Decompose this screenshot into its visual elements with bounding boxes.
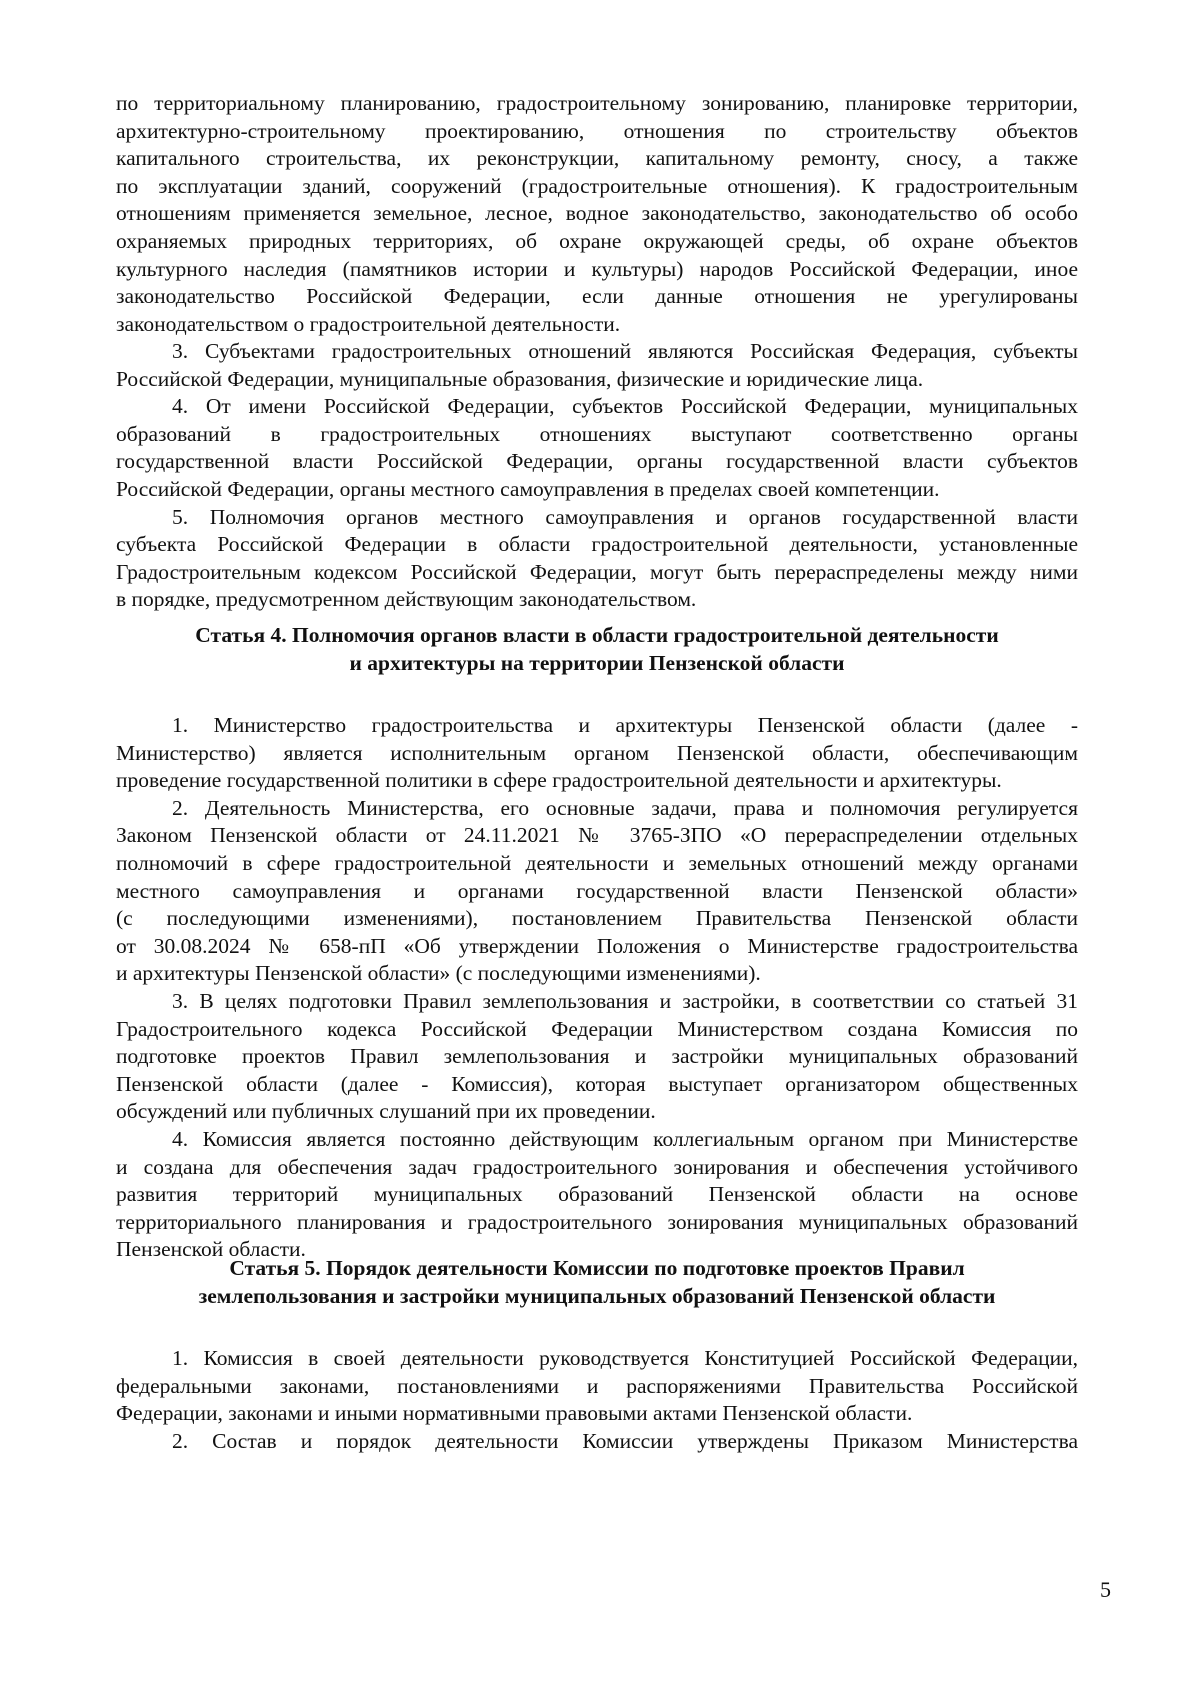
text-line: Министерство) является исполнительным органом Пензенской области, обеспечивающим: [116, 740, 1078, 765]
text-line: законодательством о градостроительной деятельности.: [116, 311, 621, 336]
text-line: по эксплуатации зданий, сооружений (градостроительные отношения). К градостроительным: [116, 173, 1078, 198]
text-line: Пензенской области (далее - Комиссия), которая выступает организатором общественных: [116, 1071, 1078, 1096]
text-line: по территориальному планированию, градостроительному зонированию, планировке территории,: [116, 91, 1078, 115]
text-line: образований в градостроительных отношениях выступают соответственно органы: [116, 421, 1078, 446]
text-line: охраняемых природных территориях, об охране окружающей среды, об охране объектов: [116, 228, 1078, 253]
text-line: и создана для обеспечения задач градостроительного зонирования и обеспечения устойчивого: [116, 1154, 1078, 1179]
text-line: в порядке, предусмотренном действующим законодательством.: [116, 587, 697, 612]
article-4-heading: [116, 622, 1078, 677]
text-line: местного самоуправления и органами государственной власти Пензенской области»: [116, 878, 1078, 903]
text-line: субъекта Российской Федерации в области градостроительной деятельности, установленные: [116, 532, 1078, 557]
paragraph-first-line: 5. Полномочия органов местного самоуправления и органов государственной власти: [172, 504, 1078, 529]
text-line: территориального планирования и градостроительного зонирования муниципальных образований: [116, 1209, 1078, 1234]
article-4-items: [116, 712, 1078, 1264]
page-number: 5: [1100, 1577, 1111, 1602]
article-3-items: [116, 338, 1078, 614]
text-line: Российской Федерации, муниципальные образования, физические и юридические лица.: [116, 366, 924, 391]
text-line: полномочий в сфере градостроительной деятельности и земельных отношений между органами: [116, 850, 1078, 875]
paragraph-first-line: 4. От имени Российской Федерации, субъектов Российской Федерации, муниципальных: [172, 394, 1078, 419]
heading-line: Статья 4. Полномочия органов власти в области градостроительной деятельности: [195, 623, 999, 647]
text-line: Градостроительным кодексом Российской Федерации, могут быть перераспределены между ними: [116, 559, 1078, 584]
text-line: архитектурно-строительному проектированию, отношения по строительству объектов: [116, 118, 1078, 143]
text-line: Российской Федерации, органы местного самоуправления в пределах своей компетенции.: [116, 476, 940, 501]
text-line: Законом Пензенской области от 24.11.2021 № 3765-ЗПО «О перераспределении отдельных: [116, 823, 1078, 848]
paragraph-first-line: 3. В целях подготовки Правил землепользования и застройки, в соответствии со статьей 31: [172, 988, 1078, 1013]
text-line: обсуждений или публичных слушаний при их проведении.: [116, 1099, 656, 1124]
paragraph-first-line: 2. Деятельность Министерства, его основные задачи, права и полномочия регулируется: [172, 795, 1078, 820]
heading-line: Статья 5. Порядок деятельности Комиссии по подготовке проектов Правил: [229, 1256, 965, 1280]
text-line: от 30.08.2024 № 658-пП «Об утверждении Положения о Министерстве градостроительства: [116, 933, 1078, 958]
text-line: культурного наследия (памятников истории и культуры) народов Российской Федерации, иное: [116, 256, 1078, 281]
intro-paragraph: [116, 90, 1078, 338]
text-line: законодательство Российской Федерации, если данные отношения не урегулированы: [116, 284, 1078, 309]
heading-line: и архитектуры на территории Пензенской области: [349, 650, 845, 675]
text-line: Пензенской области.: [116, 1237, 306, 1262]
text-line: подготовке проектов Правил землепользования и застройки муниципальных образований: [116, 1044, 1078, 1069]
text-line: и архитектуры Пензенской области» (с последующими изменениями).: [116, 961, 761, 986]
article-5-items: [116, 1345, 1078, 1455]
paragraph-first-line: 2. Состав и порядок деятельности Комиссии утверждены Приказом Министерства: [172, 1428, 1078, 1453]
text-line: отношениям применяется земельное, лесное, водное законодательство, законодательство об особо: [116, 201, 1078, 226]
text-line: капитального строительства, их реконструкции, капитальному ремонту, сносу, а также: [116, 146, 1078, 171]
text-line: развития территорий муниципальных образований Пензенской области на основе: [116, 1182, 1078, 1207]
text-line: государственной власти Российской Федерации, органы государственной власти субъектов: [116, 449, 1078, 474]
text-line: Федерации, законами и иными нормативными правовыми актами Пензенской области.: [116, 1401, 913, 1426]
paragraph-first-line: 4. Комиссия является постоянно действующим коллегиальным органом при Министерстве: [172, 1126, 1078, 1151]
paragraph-first-line: 1. Министерство градостроительства и архитектуры Пензенской области (далее -: [172, 713, 1078, 737]
heading-line: землепользования и застройки муниципальных образований Пензенской области: [198, 1283, 996, 1308]
text-line: (с последующими изменениями), постановлением Правительства Пензенской области: [116, 906, 1078, 931]
text-line: проведение государственной политики в сфере градостроительной деятельности и архитектуры.: [116, 768, 1002, 793]
article-5-heading: [116, 1255, 1078, 1310]
paragraph-first-line: 3. Субъектами градостроительных отношений являются Российская Федерация, субъекты: [172, 339, 1078, 363]
text-line: федеральными законами, постановлениями и распоряжениями Правительства Российской: [116, 1373, 1078, 1398]
text-line: Градостроительного кодекса Российской Федерации Министерством создана Комиссия по: [116, 1016, 1078, 1041]
paragraph-first-line: 1. Комиссия в своей деятельности руководствуется Конституцией Российской Федерации,: [172, 1346, 1078, 1370]
